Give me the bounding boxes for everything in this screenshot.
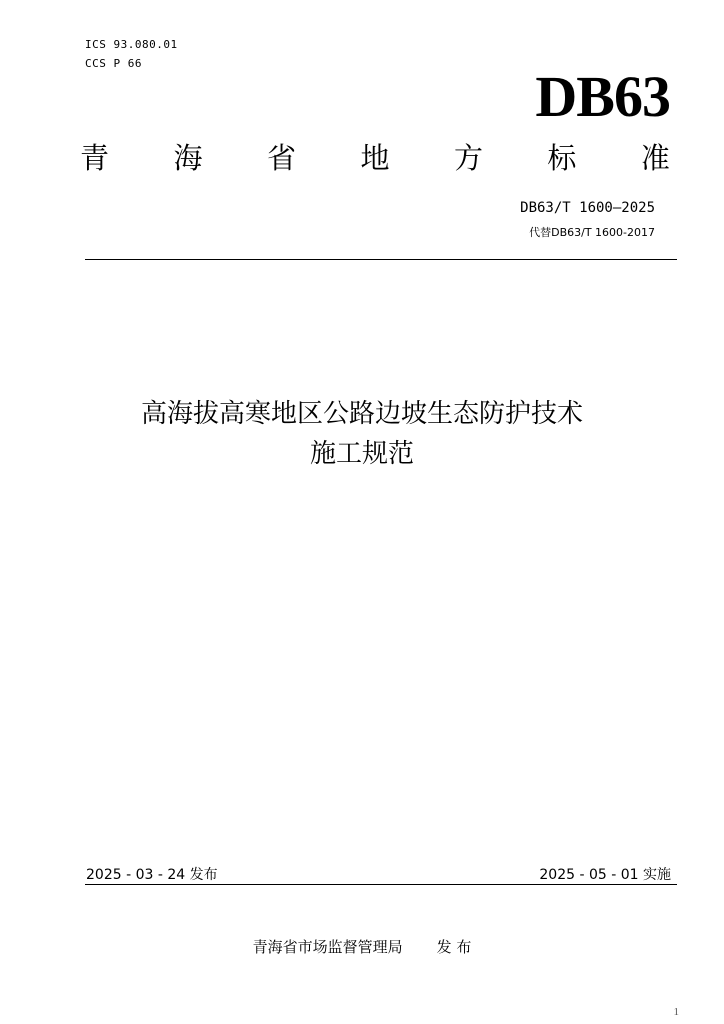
standard-number: DB63/T 1600—2025 [520,200,655,216]
effective-date: 2025 - 05 - 01 实施 [539,867,671,883]
standard-type-char: 青 [80,141,110,175]
standard-type-char: 省 [266,141,296,175]
publish-label: 发 布 [436,938,472,956]
standard-type-char: 地 [360,141,390,175]
issue-date: 2025 - 03 - 24 发布 [86,867,218,883]
publisher-line [0,936,724,957]
replaces-standard: 代替DB63/T 1600-2017 [529,226,655,239]
footer-divider [85,884,677,885]
document-title-line-1: 高海拔高寒地区公路边坡生态防护技术 [140,399,583,429]
publisher-name: 青海省市场监督管理局 [252,938,403,956]
ics-code: ICS 93.080.01 [85,38,178,51]
standard-type-char: 海 [173,141,203,175]
header-divider [85,259,677,260]
standard-logo: DB63 [535,64,670,129]
standard-type-title [80,140,670,176]
ccs-code: CCS P 66 [85,57,142,70]
document-title [62,394,662,474]
page-number: 1 [673,1006,679,1018]
standard-type-char: 标 [547,141,577,175]
standard-type-char: 准 [640,141,670,175]
document-title-line-2: 施工规范 [309,439,414,469]
standard-type-char: 方 [453,141,483,175]
